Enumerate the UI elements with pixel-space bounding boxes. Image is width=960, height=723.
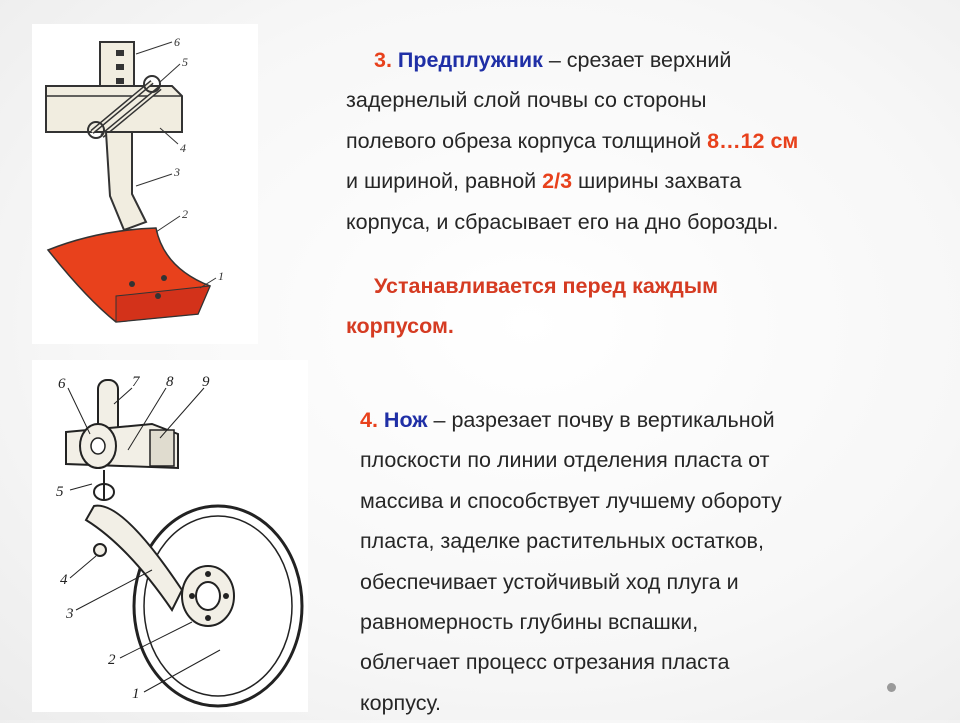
fig1-label: 3: [174, 165, 180, 179]
text-line: массива и способствует лучшему обороту: [360, 488, 782, 513]
fig2-label: 1: [132, 686, 140, 702]
text-fragment: полевого обреза корпуса толщиной: [346, 128, 708, 153]
slide-nav-dot[interactable]: [887, 683, 896, 692]
text-line: задернелый слой почвы со стороны: [346, 88, 707, 113]
fig1-label: 4: [180, 141, 186, 155]
text-line: корпусу.: [360, 690, 442, 715]
coulter-figure: [32, 360, 308, 712]
skimmer-description: [346, 40, 926, 242]
fig1-label: 6: [174, 35, 180, 49]
fig2-label: 9: [202, 374, 210, 390]
text-line: обеспечивает устойчивый ход плуга и: [360, 569, 739, 594]
text-line: корпусом.: [346, 314, 454, 339]
thickness-value: 8…12 см: [707, 128, 799, 153]
fig2-label: 3: [66, 606, 74, 622]
fig1-label: 2: [182, 207, 188, 221]
installation-note: [346, 266, 926, 347]
text-line: корпуса, и сбрасывает его на дно борозды.: [346, 209, 779, 234]
text-fragment: – срезает верхний: [542, 48, 732, 72]
fig2-label: 2: [108, 652, 116, 668]
fig2-label: 4: [60, 572, 68, 588]
text-line: [346, 40, 926, 80]
text-fragment: и шириной, равной: [346, 169, 543, 194]
fig2-label: 8: [166, 374, 174, 390]
fig2-label: 7: [132, 374, 140, 390]
coulter-description: [360, 400, 920, 723]
skimmer-figure: [32, 24, 258, 344]
fig1-label: 5: [182, 55, 188, 69]
text-line: [360, 400, 920, 440]
text-line: равномерность глубины вспашки,: [360, 610, 699, 635]
text-line: плоскости по линии отделения пласта от: [360, 448, 770, 473]
text-line: Устанавливается перед каждым: [374, 274, 719, 298]
text-fragment: – разрезает почву в вертикальной: [427, 408, 775, 432]
fig1-label: 1: [218, 269, 224, 283]
term-coulter: Нож: [383, 408, 428, 432]
text-line: пласта, заделке растительных остатков,: [360, 529, 764, 554]
coulter-drawing: [32, 360, 308, 712]
text-line: облегчает процесс отрезания пласта: [360, 650, 730, 675]
item-number: 4.: [360, 408, 378, 432]
term-skimmer: Предплужник: [397, 48, 543, 72]
text-line: [346, 161, 926, 201]
item-number: 3.: [374, 48, 392, 72]
width-ratio-value: 2/3: [542, 169, 573, 194]
skimmer-drawing: [32, 24, 258, 344]
fig2-label: 6: [58, 376, 66, 392]
fig2-label: 5: [56, 484, 64, 500]
text-fragment: ширины захвата: [572, 169, 742, 194]
text-line: [346, 121, 926, 161]
